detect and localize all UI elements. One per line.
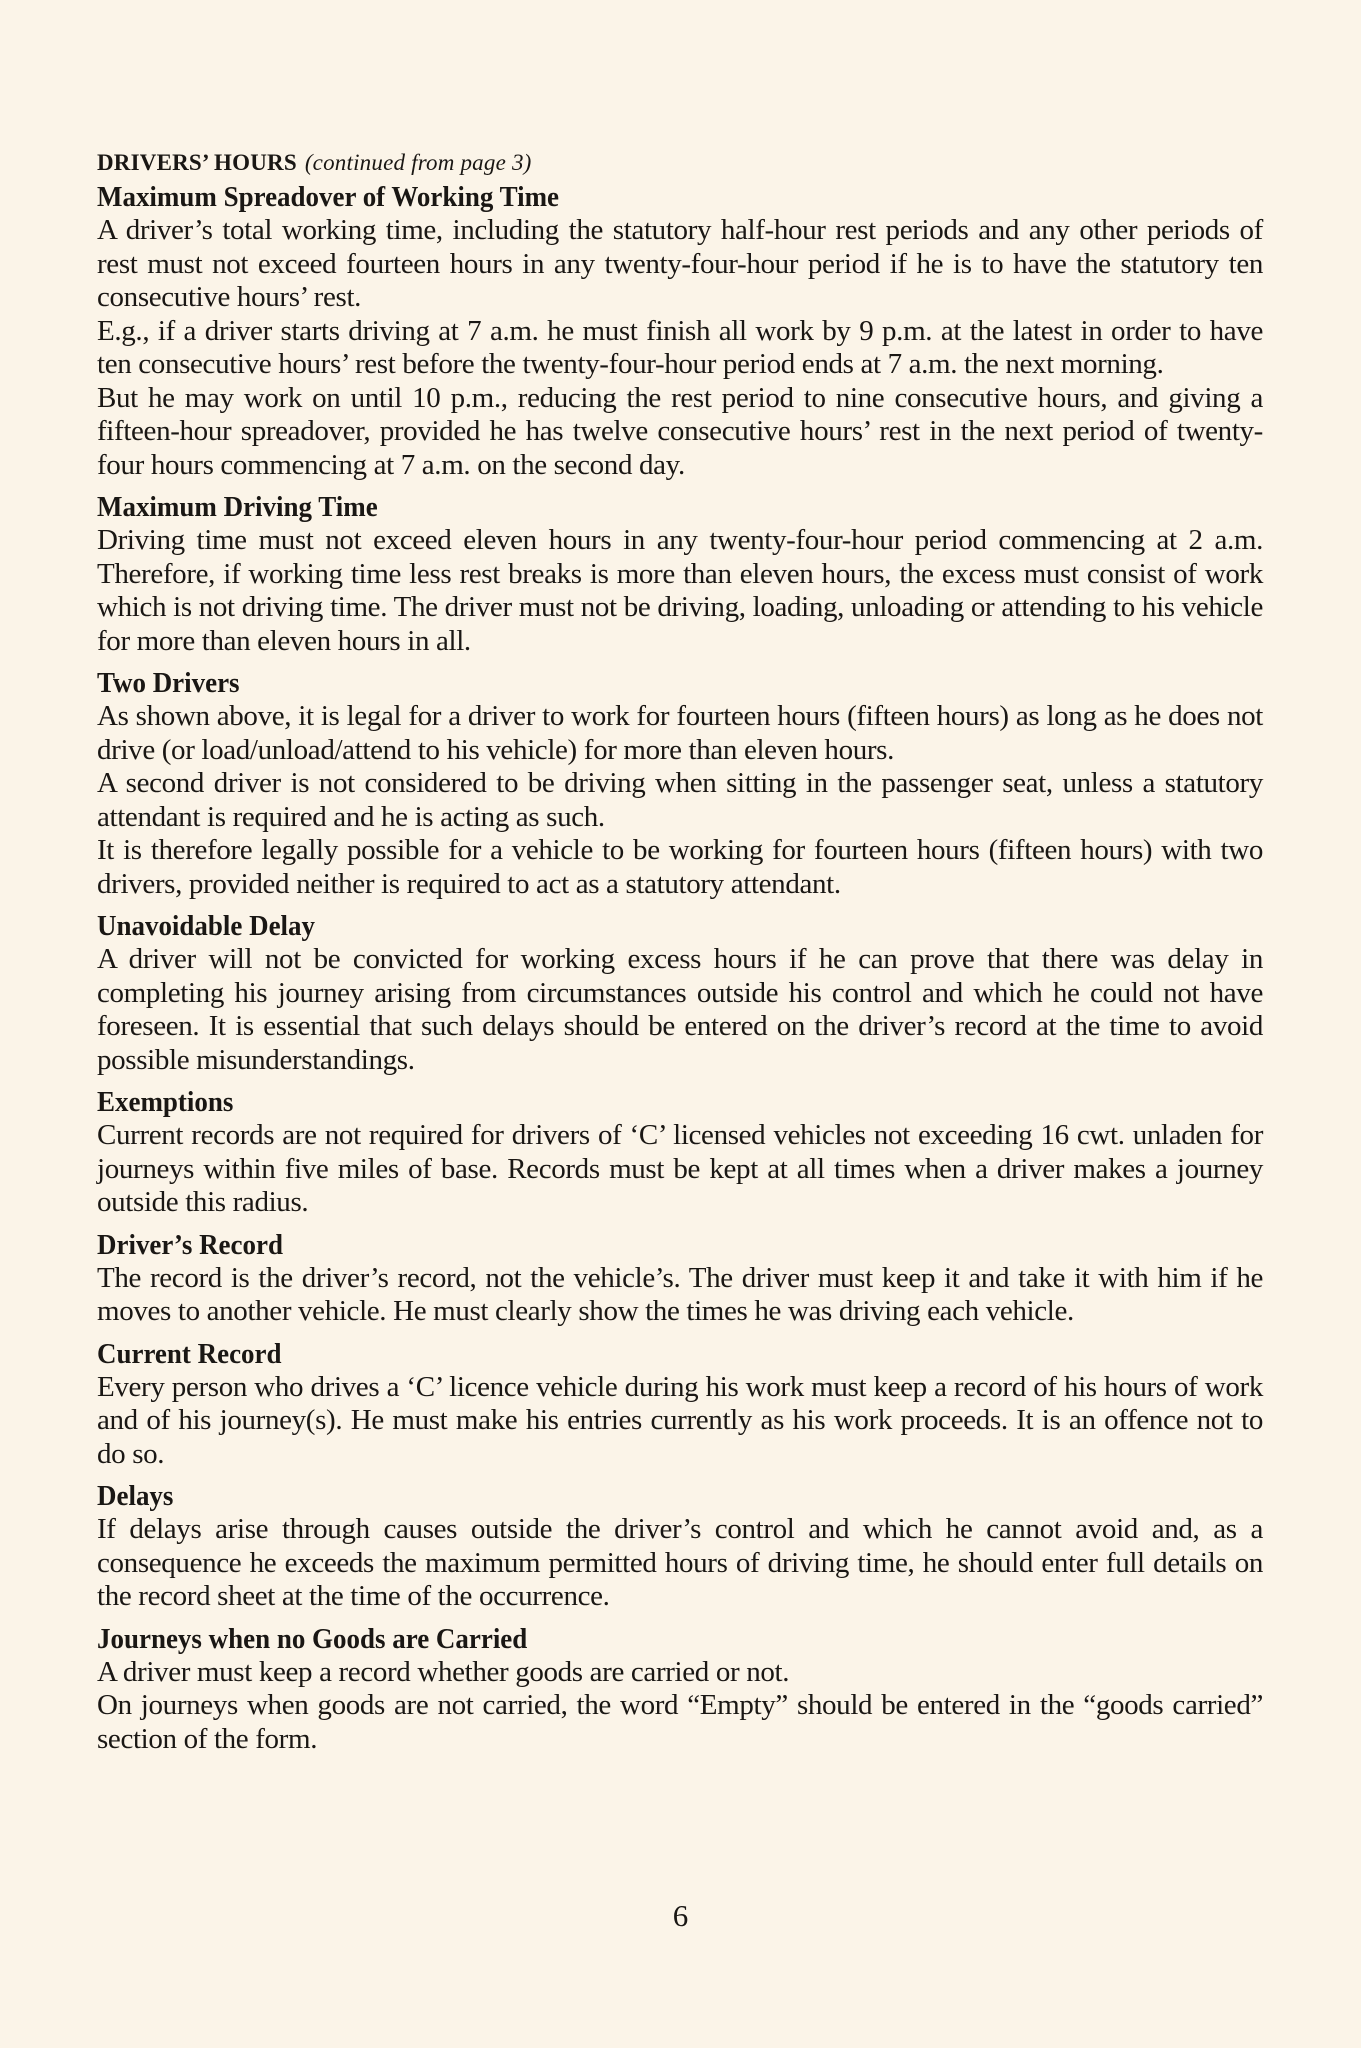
- running-head: [97, 146, 1263, 180]
- document-page: [97, 146, 1263, 1756]
- section-two-drivers: [97, 666, 1263, 901]
- paragraph: Driving time must not exceed eleven hours in any twenty-four-hour period commencing at 2 a.m. Therefore, if working time less rest breaks is more than eleven hours, the excess must consist of work which is not driving time. The driver must not be driving, loading, unloading or attending to his vehicle for more than eleven hours in all.: [97, 524, 1263, 657]
- paragraph: As shown above, it is legal for a driver to work for fourteen hours (fifteen hours) as long as he does not drive (or load/unload/attend to his vehicle) for more than eleven hours.: [97, 700, 1263, 766]
- section-heading: Driver’s Record: [97, 1228, 283, 1261]
- section-heading: Maximum Driving Time: [97, 491, 378, 523]
- paragraph: The record is the driver’s record, not the vehicle’s. The driver must keep it and take it with him if he moves to another vehicle. He must clearly show the times he was driving each vehicle.: [97, 1261, 1263, 1327]
- section-journeys-no-goods: [97, 1622, 1263, 1757]
- section-heading: Current Record: [97, 1337, 282, 1370]
- section-drivers-record: [97, 1228, 1263, 1329]
- running-head-title: DRIVERS’ HOURS: [97, 150, 297, 175]
- section-maximum-driving-time: [97, 490, 1263, 658]
- paragraph: On journeys when goods are not carried, the word “Empty” should be entered in the “goods carried” section of the form.: [97, 1689, 1263, 1755]
- section-heading: Two Drivers: [97, 667, 240, 699]
- paragraph: Current records are not required for drivers of ‘C’ licensed vehicles not exceeding 16 cwt. unladen for journeys within five miles of base. Records must be kept at all times when a driver makes a journey outside this radius.: [97, 1119, 1263, 1218]
- paragraph: A second driver is not considered to be driving when sitting in the passenger seat, unless a statutory attendant is required and he is acting as such.: [97, 767, 1263, 833]
- paragraph: E.g., if a driver starts driving at 7 a.m. he must finish all work by 9 p.m. at the latest in order to have ten consecutive hours’ rest before the twenty-four-hour period ends at 7 a.m. the next morning.: [97, 314, 1263, 380]
- section-heading: Journeys when no Goods are Carried: [97, 1622, 528, 1655]
- paragraph: It is therefore legally possible for a vehicle to be working for fourteen hours (fifteen hours) with two drivers, provided neither is required to act as a statutory attendant.: [97, 834, 1263, 900]
- section-unavoidable-delay: [97, 909, 1263, 1077]
- section-heading: Unavoidable Delay: [97, 910, 316, 942]
- paragraph: Every person who drives a ‘C’ licence vehicle during his work must keep a record of his hours of work and of his journey(s). He must make his entries currently as his work proceeds. It is an offence not to do so.: [97, 1370, 1263, 1470]
- paragraph: A driver must keep a record whether goods are carried or not.: [97, 1655, 790, 1688]
- section-current-record: [97, 1337, 1263, 1472]
- section-exemptions: [97, 1085, 1263, 1220]
- running-head-continuation: (continued from page 3): [304, 150, 532, 175]
- section-heading: Maximum Spreadover of Working Time: [97, 181, 560, 213]
- paragraph: If delays arise through causes outside the driver’s control and which he cannot avoid and, as a consequence he exceeds the maximum permitted hours of driving time, he should enter full details on the record sheet at the time of the occurrence.: [97, 1513, 1263, 1612]
- paragraph: A driver’s total working time, including the statutory half-hour rest periods and any other periods of rest must not exceed fourteen hours in any twenty-four-hour period if he is to have the statutory ten consecutive hours’ rest.: [97, 214, 1263, 313]
- paragraph: But he may work on until 10 p.m., reducing the rest period to nine consecutive hours, and giving a fifteen-hour spreadover, provided he has twelve consecutive hours’ rest in the next period of twenty-four hours commencing at 7 a.m. on the second day.: [97, 381, 1263, 481]
- paragraph: A driver will not be convicted for working excess hours if he can prove that there was delay in completing his journey arising from circumstances outside his control and which he could not have foreseen. It is essential that such delays should be entered on the driver’s record at the time to avoid possible misunderstandings.: [97, 943, 1263, 1076]
- page-number: 6: [672, 1898, 689, 1933]
- section-heading: Exemptions: [97, 1086, 234, 1118]
- section-heading: Delays: [97, 1480, 174, 1512]
- section-delays: [97, 1479, 1263, 1614]
- section-maximum-spreadover: [97, 180, 1263, 482]
